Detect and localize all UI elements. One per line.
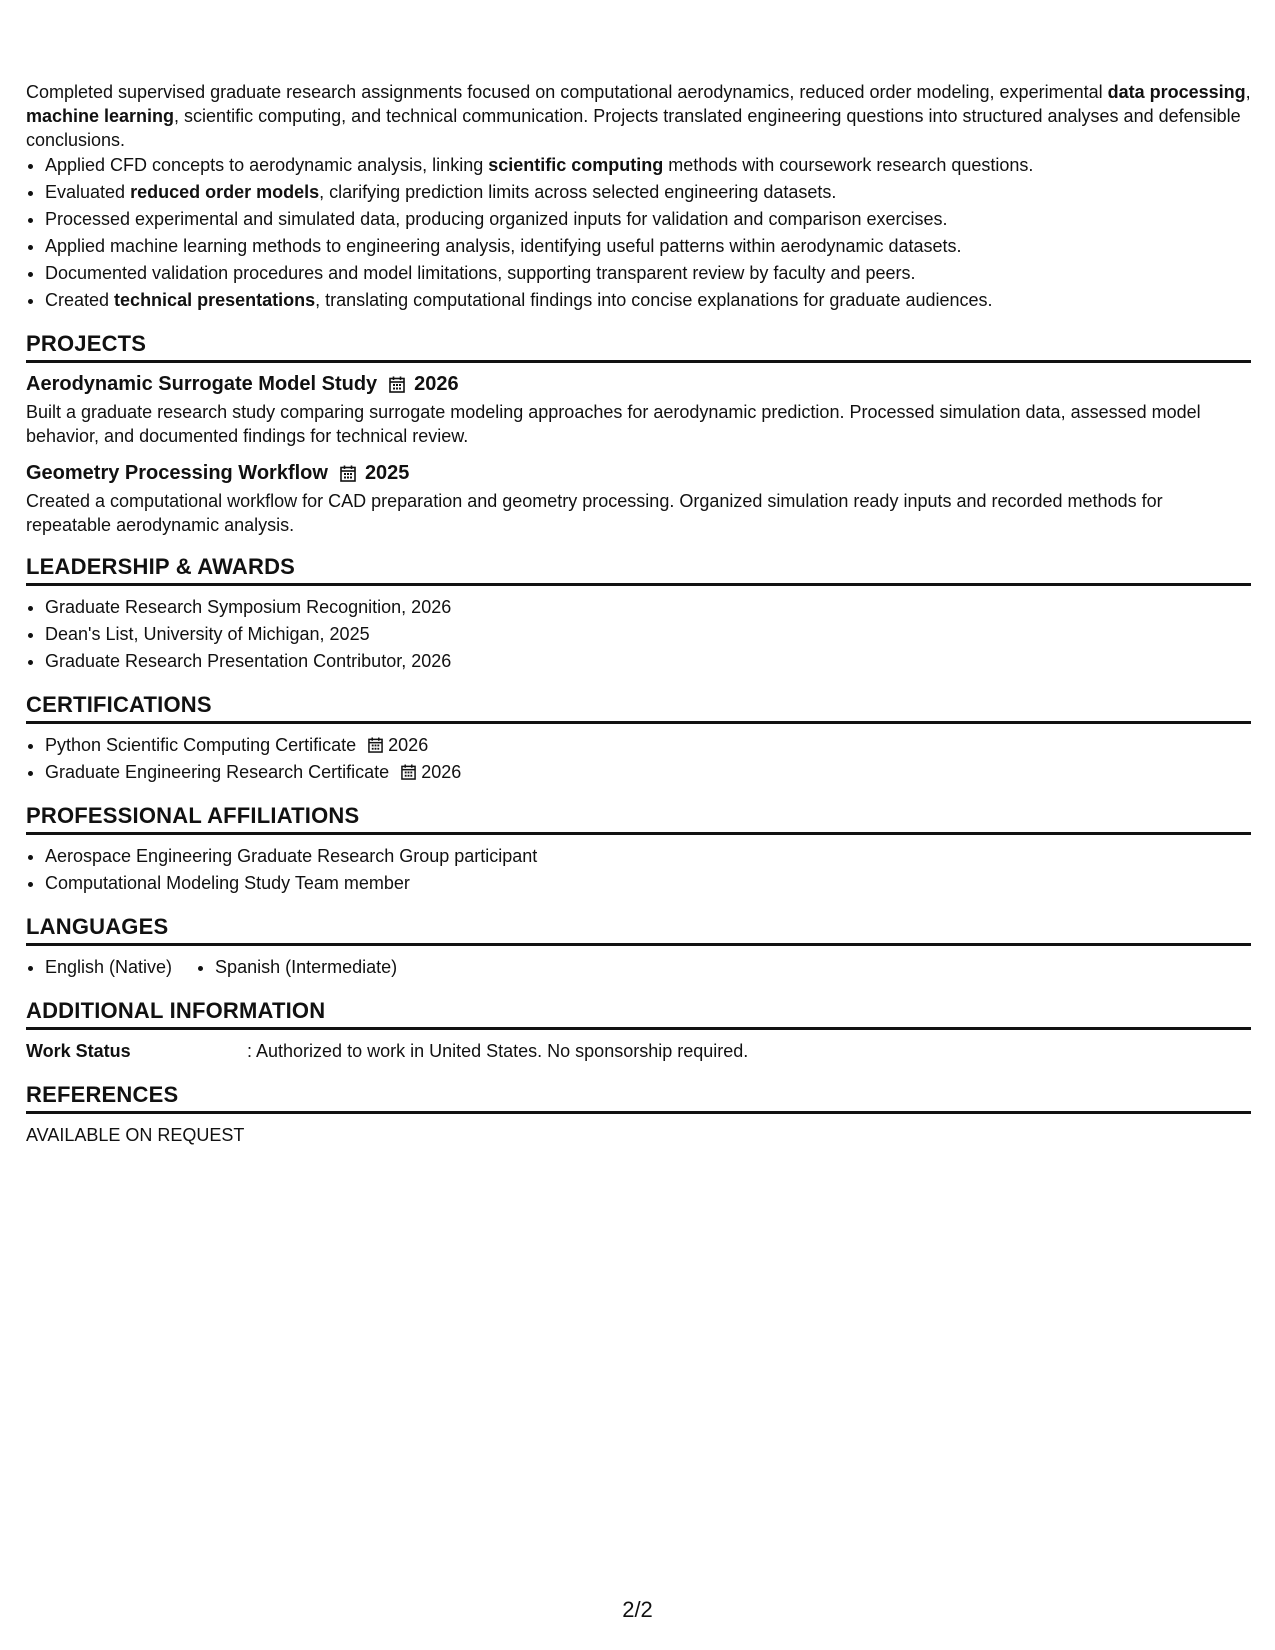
project-description: Created a computational workflow for CAD preparation and geometry processing. Organized simulation ready inputs and recorded methods for repeatable aerodynamic analysis. xyxy=(26,491,1163,535)
work-status-label: Work Status xyxy=(26,1041,131,1061)
experience-bullet-list xyxy=(26,152,1251,314)
list-item: • Graduate Research Symposium Recognition, 2026 xyxy=(45,594,1251,621)
language-item: • English (Native) xyxy=(45,954,172,981)
certifications-list xyxy=(26,732,1251,786)
summary-text: , xyxy=(1245,82,1251,102)
project-entry xyxy=(26,371,1251,448)
summary-text: Completed supervised graduate research assignments focused on computational aerodynamics, reduced order modeling, experimental xyxy=(26,82,1108,102)
list-item: • Aerospace Engineering Graduate Research Group participant xyxy=(45,843,1251,870)
references-text: AVAILABLE ON REQUEST xyxy=(26,1125,245,1145)
list-item: • Graduate Research Presentation Contributor, 2026 xyxy=(45,648,1251,675)
experience-bullet: • Applied machine learning methods to engineering analysis, identifying useful patterns within aerodynamic datasets. xyxy=(45,233,1251,260)
calendar-icon xyxy=(401,764,416,780)
calendar-icon xyxy=(368,737,383,753)
project-date xyxy=(340,460,410,486)
resume-page xyxy=(26,80,1251,1149)
leadership-list xyxy=(26,594,1251,675)
affiliations-list xyxy=(26,843,1251,897)
experience-summary xyxy=(26,80,1251,152)
section-title-certifications: CERTIFICATIONS xyxy=(26,691,1251,724)
project-heading xyxy=(26,460,1251,486)
project-year: 2025 xyxy=(364,462,410,484)
calendar-icon xyxy=(389,376,405,393)
summary-keyword: data processing xyxy=(1107,82,1246,102)
list-item: • Computational Modeling Study Team member xyxy=(45,870,1251,897)
section-title-leadership: LEADERSHIP & AWARDS xyxy=(26,553,1251,586)
experience-bullet: • Created technical presentations, translating computational findings into concise explanations for graduate audiences. xyxy=(45,287,1251,314)
experience-bullet: • Evaluated reduced order models, clarifying prediction limits across selected engineering datasets. xyxy=(45,179,1251,206)
section-title-affiliations: PROFESSIONAL AFFILIATIONS xyxy=(26,802,1251,835)
project-description: Built a graduate research study comparing surrogate modeling approaches for aerodynamic prediction. Processed simulation data, assessed model behavior, and documented findings for technical review. xyxy=(26,402,1201,446)
certificate-year: 2026 xyxy=(388,735,429,755)
experience-bullet: • Documented validation procedures and model limitations, supporting transparent review by faculty and peers. xyxy=(45,260,1251,287)
experience-bullet: • Applied CFD concepts to aerodynamic analysis, linking scientific computing methods with coursework research questions. xyxy=(45,152,1251,179)
list-item xyxy=(45,732,1251,759)
summary-text: , scientific computing, and technical communication. Projects translated engineering questions into structured analyses and defensible conclusions. xyxy=(26,106,1241,150)
project-entry xyxy=(26,460,1251,537)
work-status-row xyxy=(26,1038,1251,1065)
summary-keyword: machine learning xyxy=(26,106,175,126)
languages-list xyxy=(26,954,1251,981)
section-title-additional-info: ADDITIONAL INFORMATION xyxy=(26,997,1251,1030)
project-date xyxy=(389,371,459,397)
project-name: Aerodynamic Surrogate Model Study xyxy=(26,373,378,395)
work-status-value: : Authorized to work in United States. No sponsorship required. xyxy=(247,1041,749,1061)
certificate-name: Python Scientific Computing Certificate xyxy=(45,735,357,755)
certificate-name: Graduate Engineering Research Certificate xyxy=(45,762,390,782)
calendar-icon xyxy=(340,465,356,482)
list-item: • Dean's List, University of Michigan, 2025 xyxy=(45,621,1251,648)
project-heading xyxy=(26,371,1251,397)
section-title-references: REFERENCES xyxy=(26,1081,1251,1114)
project-year: 2026 xyxy=(414,373,459,395)
page-number: 2/2 xyxy=(622,1597,653,1622)
experience-bullet: • Processed experimental and simulated data, producing organized inputs for validation and comparison exercises. xyxy=(45,206,1251,233)
certificate-year: 2026 xyxy=(421,762,462,782)
project-name: Geometry Processing Workflow xyxy=(26,462,328,484)
section-title-languages: LANGUAGES xyxy=(26,913,1251,946)
section-title-projects: PROJECTS xyxy=(26,330,1251,363)
list-item xyxy=(45,759,1251,786)
language-item: • Spanish (Intermediate) xyxy=(215,954,397,981)
